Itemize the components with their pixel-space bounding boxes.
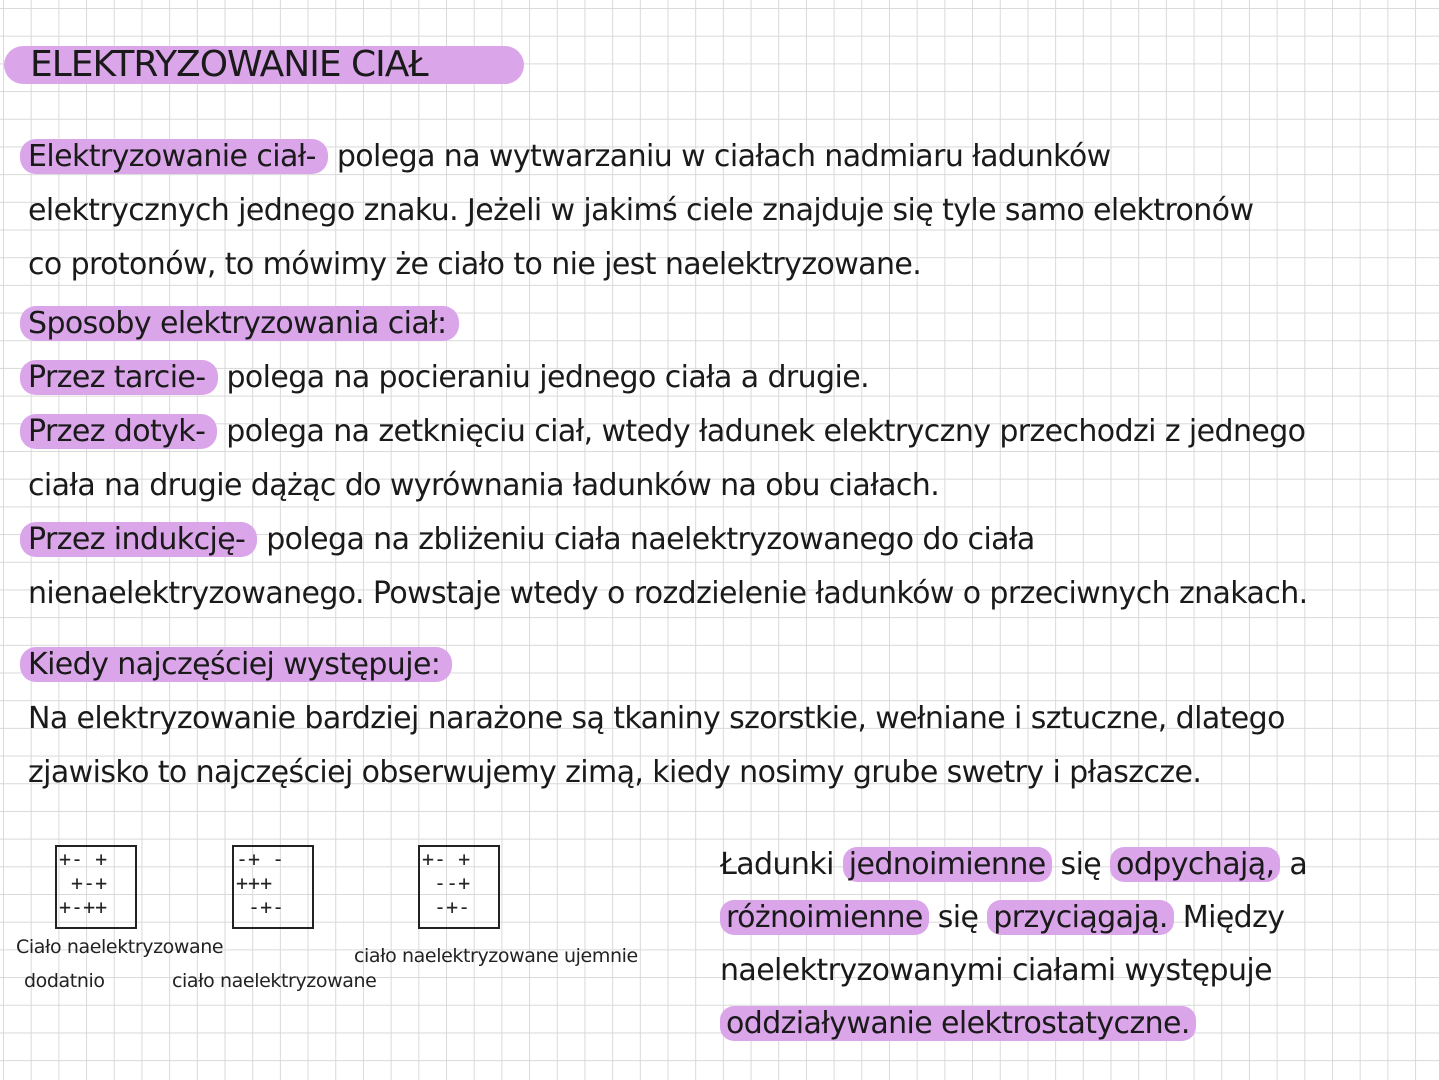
page-title-text: ELEKTRYZOWANIE CIAŁ: [30, 44, 428, 85]
interaction-text-2: się: [1051, 847, 1111, 882]
methods-heading: Sposoby elektryzowania ciał:: [20, 306, 459, 341]
interaction-text-5: Między: [1173, 900, 1285, 935]
definition-line-2: elektrycznych jednego znaku. Jeżeli w jakimś ciele znajduje się tyle samo elektronów: [28, 193, 1254, 228]
methods-heading-line: [28, 297, 1428, 351]
interaction-line-2: [720, 891, 1420, 944]
interaction-text-4: się: [928, 900, 988, 935]
same-charges-term: jednoimienne: [843, 847, 1052, 882]
neutral-body-diagram: -+ - +++ -+-: [232, 845, 314, 929]
contact-line-2: ciała na drugie dążąc do wyrównania ładunków na obu ciałach.: [28, 468, 940, 503]
definition-line-3: co protonów, to mówimy że ciało to nie jest naelektryzowane.: [28, 247, 922, 282]
interaction-line-4: [720, 997, 1420, 1050]
friction-line: [28, 351, 1428, 405]
definition-term: Elektryzowanie ciał-: [20, 139, 328, 174]
repel-term: odpychają,: [1110, 847, 1280, 882]
contact-line-1: [28, 405, 1428, 459]
positive-body-diagram: +- + +-+ +-++: [55, 845, 137, 929]
occurrence-line-2: zjawisko to najczęściej obserwujemy zimą, kiedy nosimy grube swetry i płaszcze.: [28, 755, 1202, 790]
induction-text-1: polega na zbliżeniu ciała naelektryzowanego do ciała: [257, 522, 1035, 557]
induction-line-2: nienaelektryzowanego. Powstaje wtedy o rozdzielenie ładunków o przeciwnych znakach.: [28, 576, 1308, 611]
negative-body-diagram: +- + --+ -+-: [418, 845, 500, 929]
neutral-caption: ciało naelektryzowane: [172, 970, 377, 992]
interaction-line-1: [720, 838, 1420, 891]
opposite-charges-term: różnoimienne: [720, 900, 929, 935]
definition-line-1: [28, 130, 1428, 184]
interaction-text-1: Ładunki: [720, 847, 843, 882]
friction-term: Przez tarcie-: [20, 360, 218, 395]
induction-term: Przez indukcję-: [20, 522, 257, 557]
interaction-text-3: a: [1280, 847, 1308, 882]
interaction-block: [720, 838, 1420, 1050]
attract-term: przyciągają.: [987, 900, 1174, 935]
page-title: [4, 46, 524, 84]
interaction-line-3: naelektryzowanymi ciałami występuje: [720, 953, 1272, 988]
negative-caption: ciało naelektryzowane ujemnie: [354, 945, 638, 967]
contact-term: Przez dotyk-: [20, 414, 217, 449]
definition-text-1: polega na wytwarzaniu w ciałach nadmiaru ładunków: [327, 139, 1111, 174]
methods-block: [28, 297, 1428, 621]
occurrence-line-1: Na elektryzowanie bardziej narażone są tkaniny szorstkie, wełniane i sztuczne, dlatego: [28, 701, 1285, 736]
definition-block: [28, 130, 1428, 292]
positive-caption-2: dodatnio: [24, 970, 105, 992]
induction-line-1: [28, 513, 1428, 567]
positive-caption-1: Ciało naelektryzowane: [16, 936, 224, 958]
occurrence-heading: Kiedy najczęściej występuje:: [20, 647, 452, 682]
contact-text-1: polega na zetknięciu ciał, wtedy ładunek elektryczny przechodzi z jednego: [217, 414, 1306, 449]
electrostatic-term: oddziaływanie elektrostatyczne.: [720, 1006, 1196, 1041]
friction-text: polega na pocieraniu jednego ciała a drugie.: [217, 360, 870, 395]
occurrence-block: [28, 638, 1428, 800]
occurrence-heading-line: [28, 638, 1428, 692]
